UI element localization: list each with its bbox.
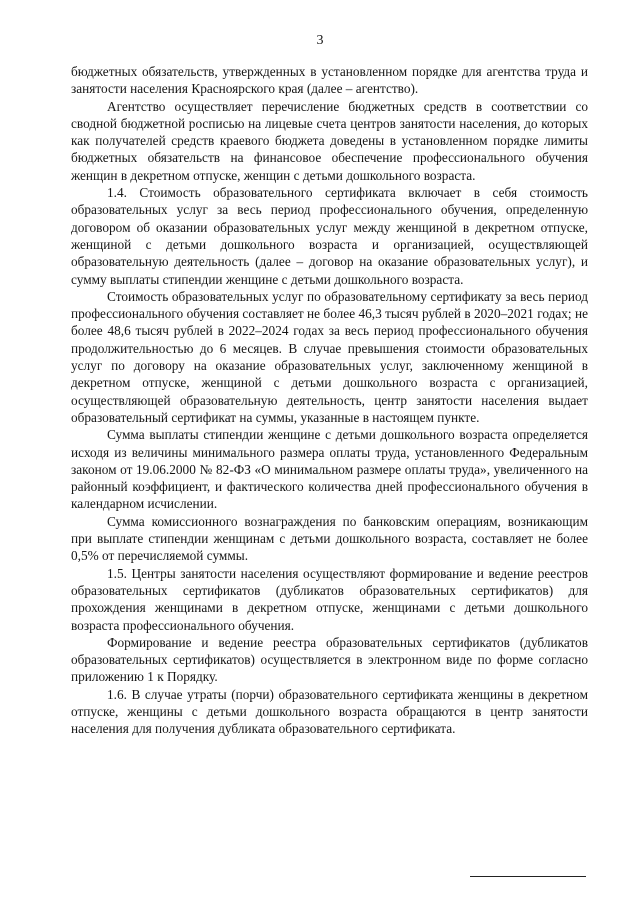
paragraph-1-5: 1.5. Центры занятости населения осуществляют формирование и ведение реестров образовательных сертификатов (дубликатов образовательных сертификатов) для прохождения женщинами в декретном отпуске, женщинами с детьми дошкольного возраста профессионального обучения.: [71, 565, 588, 633]
document-body: [71, 63, 588, 738]
paragraph-commission: Сумма комиссионного вознаграждения по банковским операциям, возникающим при выплате стипендии женщинам с детьми дошкольного возраста, составляет не более 0,5% от перечисляемой суммы.: [71, 513, 588, 564]
footer-divider: [470, 876, 586, 877]
paragraph-1-6: 1.6. В случае утраты (порчи) образовательного сертификата женщины в декретном отпуске, женщины с детьми дошкольного возраста обращаются в центр занятости населения для получения дубликата образовательного сертификата.: [71, 686, 588, 737]
paragraph-stipend-amount: Сумма выплаты стипендии женщине с детьми дошкольного возраста определяется исходя из величины минимального размера оплаты труда, установленного Федеральным законом от 19.06.2000 № 82-ФЗ «О минимальном размере оплаты труда», увеличенного на районный коэффициент, и фактического количества дней профессионального обучения в календарном исчислении.: [71, 427, 588, 512]
paragraph-service-cost: Стоимость образовательных услуг по образовательному сертификату за весь период профессионального обучения составляет не более 46,3 тысяч рублей в 2020–2021 годах; не более 48,6 тысяч рублей в 2022–2024 годах за весь период профессионального обучения продолжительностью до 6 месяцев. В случае превышения стоимости образовательных услуг по договору на оказание образовательных услуг, заключенному женщиной в декретном отпуске, женщиной с детьми дошкольного возраста с организацией, осуществляющей образовательную деятельность, центр занятости населения выдает образовательный сертификат на суммы, указанные в настоящем пункте.: [71, 288, 588, 425]
paragraph-agency-transfer: Агентство осуществляет перечисление бюджетных средств в соответствии со сводной бюджетной росписью на лицевые счета центров занятости населения, до которых как получателей средств краевого бюджета доведены в установленном порядке лимиты бюджетных обязательств на финансовое обеспечение профессионального обучения женщин в декретном отпуске, женщин с детьми дошкольного возраста.: [71, 98, 588, 183]
paragraph-continuation: бюджетных обязательств, утвержденных в установленном порядке для агентства труда и занятости населения Красноярского края (далее – агентство).: [71, 64, 588, 97]
paragraph-1-4: 1.4. Стоимость образовательного сертификата включает в себя стоимость образовательных услуг за весь период профессионального обучения, определенную договором об оказании образовательных услуг между женщиной в декретном отпуске, женщиной с детьми дошкольного возраста и организацией, осуществляющей образовательную деятельность (далее – договор на оказание образовательных услуг), и сумму выплаты стипендии женщине с детьми дошкольного возраста.: [71, 185, 588, 287]
paragraph-registry-form: Формирование и ведение реестра образовательных сертификатов (дубликатов образовательных сертификатов) осуществляется в электронном виде по форме согласно приложению 1 к Порядку.: [71, 634, 588, 685]
page-number: 3: [316, 33, 324, 48]
